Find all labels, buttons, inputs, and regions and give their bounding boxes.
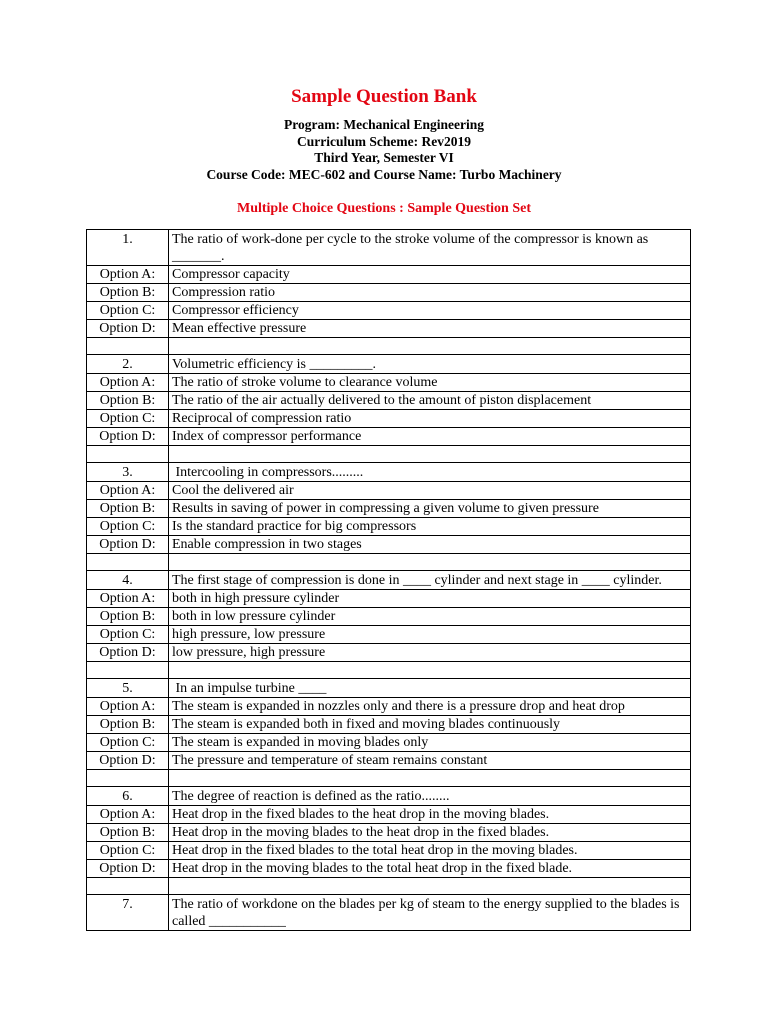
option-row — [87, 302, 691, 320]
option-row — [87, 284, 691, 302]
option-text: The pressure and temperature of steam remains constant — [169, 752, 691, 770]
option-label: Option D: — [87, 860, 169, 878]
option-row — [87, 644, 691, 662]
option-row — [87, 734, 691, 752]
option-text: Enable compression in two stages — [169, 536, 691, 554]
spacer-row — [87, 338, 691, 355]
option-text: Results in saving of power in compressing a given volume to given pressure — [169, 500, 691, 518]
question-text: The ratio of workdone on the blades per kg of steam to the energy supplied to the blades is called ___________ — [169, 895, 691, 931]
question-text: The ratio of work-done per cycle to the stroke volume of the compressor is known as _______. — [169, 230, 691, 266]
option-row — [87, 536, 691, 554]
option-row — [87, 752, 691, 770]
spacer-cell — [169, 770, 691, 787]
option-row — [87, 842, 691, 860]
option-text: The ratio of the air actually delivered to the amount of piston displacement — [169, 392, 691, 410]
option-label: Option C: — [87, 734, 169, 752]
question-number: 1. — [87, 230, 169, 266]
spacer-cell — [87, 446, 169, 463]
option-text: Mean effective pressure — [169, 320, 691, 338]
question-row — [87, 787, 691, 806]
question-number: 5. — [87, 679, 169, 698]
option-label: Option D: — [87, 320, 169, 338]
option-text: Heat drop in the fixed blades to the total heat drop in the moving blades. — [169, 842, 691, 860]
scheme-line: Curriculum Scheme: Rev2019 — [297, 133, 471, 149]
spacer-row — [87, 662, 691, 679]
option-row — [87, 320, 691, 338]
spacer-row — [87, 878, 691, 895]
option-text: Index of compressor performance — [169, 428, 691, 446]
option-row — [87, 806, 691, 824]
program-line: Program: Mechanical Engineering — [284, 117, 484, 132]
option-text: Is the standard practice for big compressors — [169, 518, 691, 536]
option-row — [87, 518, 691, 536]
question-row — [87, 355, 691, 374]
question-row — [87, 679, 691, 698]
option-label: Option C: — [87, 518, 169, 536]
spacer-cell — [169, 878, 691, 895]
question-row — [87, 895, 691, 931]
option-row — [87, 860, 691, 878]
spacer-cell — [169, 338, 691, 355]
course-info — [0, 117, 768, 183]
question-text: Intercooling in compressors......... — [169, 463, 691, 482]
option-label: Option A: — [87, 374, 169, 392]
option-label: Option D: — [87, 536, 169, 554]
spacer-cell — [87, 338, 169, 355]
option-label: Option B: — [87, 824, 169, 842]
option-row — [87, 428, 691, 446]
option-label: Option A: — [87, 806, 169, 824]
question-row — [87, 230, 691, 266]
option-label: Option A: — [87, 266, 169, 284]
question-text: The first stage of compression is done in ____ cylinder and next stage in ____ cylinder. — [169, 571, 691, 590]
option-label: Option C: — [87, 842, 169, 860]
question-row — [87, 571, 691, 590]
option-label: Option C: — [87, 302, 169, 320]
option-label: Option B: — [87, 500, 169, 518]
option-text: Reciprocal of compression ratio — [169, 410, 691, 428]
option-row — [87, 716, 691, 734]
option-label: Option D: — [87, 428, 169, 446]
option-text: Heat drop in the fixed blades to the heat drop in the moving blades. — [169, 806, 691, 824]
spacer-cell — [87, 554, 169, 571]
option-text: both in high pressure cylinder — [169, 590, 691, 608]
question-text: In an impulse turbine ____ — [169, 679, 691, 698]
question-number: 6. — [87, 787, 169, 806]
option-text: both in low pressure cylinder — [169, 608, 691, 626]
spacer-row — [87, 446, 691, 463]
spacer-row — [87, 554, 691, 571]
option-text: Heat drop in the moving blades to the heat drop in the fixed blades. — [169, 824, 691, 842]
option-label: Option B: — [87, 716, 169, 734]
question-number: 4. — [87, 571, 169, 590]
option-label: Option C: — [87, 410, 169, 428]
option-row — [87, 608, 691, 626]
option-text: Heat drop in the moving blades to the total heat drop in the fixed blade. — [169, 860, 691, 878]
option-row — [87, 374, 691, 392]
spacer-cell — [169, 554, 691, 571]
option-label: Option B: — [87, 608, 169, 626]
option-text: Compression ratio — [169, 284, 691, 302]
option-text: Cool the delivered air — [169, 482, 691, 500]
spacer-cell — [87, 662, 169, 679]
question-table — [86, 229, 691, 931]
option-row — [87, 698, 691, 716]
year-line: Third Year, Semester VI — [314, 150, 454, 165]
section-subtitle: Multiple Choice Questions : Sample Question Set — [236, 201, 531, 216]
option-text: Compressor capacity — [169, 266, 691, 284]
option-text: The steam is expanded both in fixed and moving blades continuously — [169, 716, 691, 734]
option-label: Option B: — [87, 392, 169, 410]
option-label: Option B: — [87, 284, 169, 302]
option-text: Compressor efficiency — [169, 302, 691, 320]
question-number: 2. — [87, 355, 169, 374]
option-row — [87, 824, 691, 842]
option-text: low pressure, high pressure — [169, 644, 691, 662]
option-text: The steam is expanded in moving blades only — [169, 734, 691, 752]
option-row — [87, 392, 691, 410]
option-label: Option D: — [87, 752, 169, 770]
question-text: The degree of reaction is defined as the ratio........ — [169, 787, 691, 806]
question-row — [87, 463, 691, 482]
spacer-cell — [87, 770, 169, 787]
question-number: 7. — [87, 895, 169, 931]
option-label: Option D: — [87, 644, 169, 662]
spacer-row — [87, 770, 691, 787]
option-text: The steam is expanded in nozzles only and there is a pressure drop and heat drop — [169, 698, 691, 716]
option-row — [87, 590, 691, 608]
option-label: Option A: — [87, 482, 169, 500]
option-label: Option A: — [87, 590, 169, 608]
spacer-cell — [87, 878, 169, 895]
option-text: high pressure, low pressure — [169, 626, 691, 644]
option-text: The ratio of stroke volume to clearance volume — [169, 374, 691, 392]
spacer-cell — [169, 662, 691, 679]
option-label: Option A: — [87, 698, 169, 716]
course-line: Course Code: MEC-602 and Course Name: Turbo Machinery — [206, 166, 562, 182]
option-row — [87, 482, 691, 500]
spacer-cell — [169, 446, 691, 463]
option-row — [87, 626, 691, 644]
question-text: Volumetric efficiency is _________. — [169, 355, 691, 374]
option-row — [87, 266, 691, 284]
option-row — [87, 500, 691, 518]
page-title: Sample Question Bank — [291, 86, 477, 107]
question-number: 3. — [87, 463, 169, 482]
option-label: Option C: — [87, 626, 169, 644]
option-row — [87, 410, 691, 428]
